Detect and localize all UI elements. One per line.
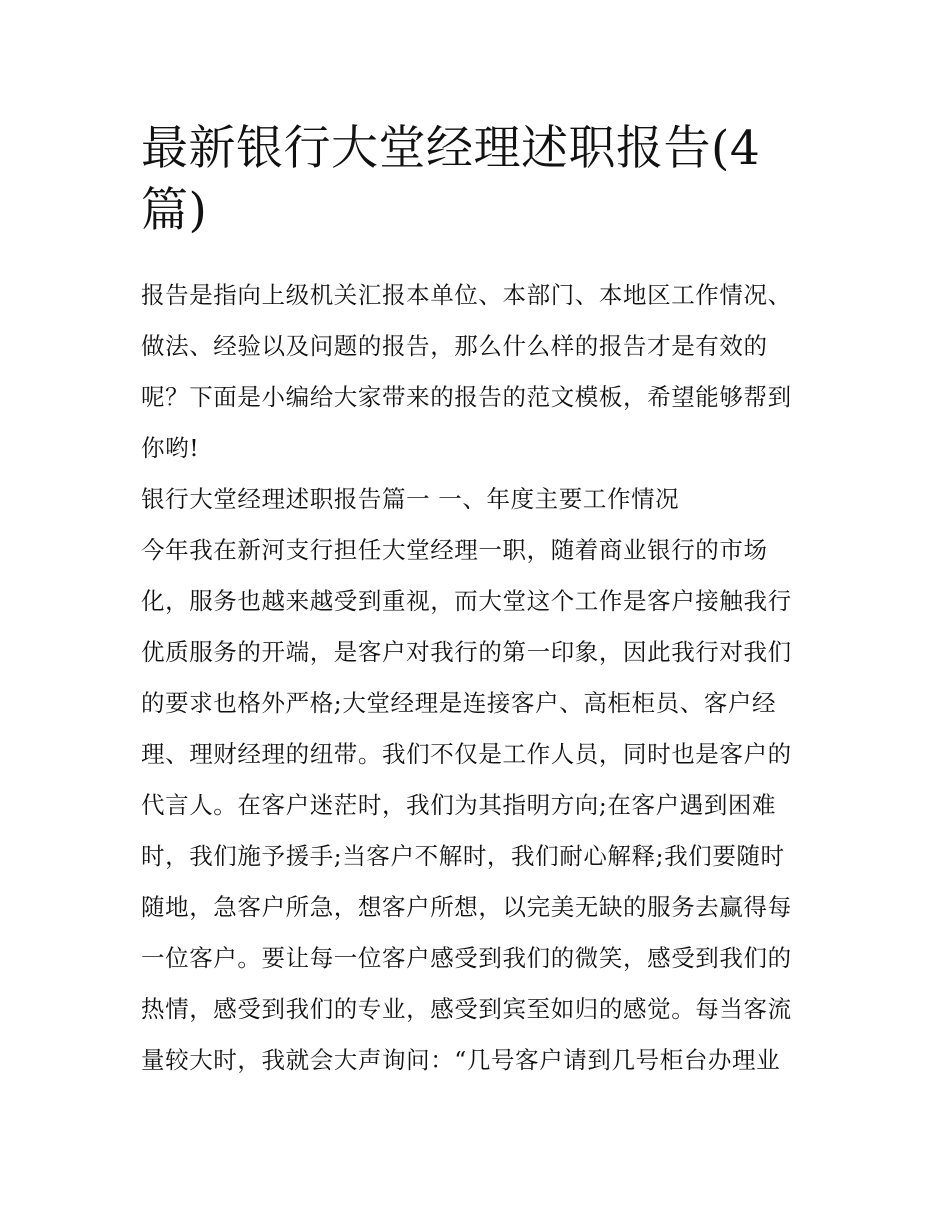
title-line-2: 篇) [141,183,208,238]
title-line-1: 最新银行大堂经理述职报告(4 [141,121,761,176]
section-heading: 银行大堂经理述职报告篇一 一、年度主要工作情况 [141,485,680,513]
paragraph-line: 今年我在新河支行担任大堂经理一职，随着商业银行的市场 [141,536,768,564]
paragraph-line: 的要求也格外严格;大堂经理是连接客户、高柜柜员、客户经 [141,689,777,717]
paragraph-line: 时，我们施予援手;当客户不解时，我们耐心解释;我们要随时 [141,842,785,870]
paragraph-line: 量较大时，我就会大声询问：“几号客户请到几号柜台办理业 [141,1046,781,1074]
paragraph-line: 一位客户。要让每一位客户感受到我们的微笑，感受到我们的 [141,944,792,972]
paragraph-line: 理、理财经理的纽带。我们不仅是工作人员，同时也是客户的 [141,740,792,768]
paragraph-line: 热情，感受到我们的专业，感受到宾至如归的感觉。每当客流 [141,995,792,1023]
paragraph-line: 化，服务也越来越受到重视，而大堂这个工作是客户接触我行 [141,587,792,615]
intro-line-4: 你哟! [141,434,200,462]
intro-line-1: 报告是指向上级机关汇报本单位、本部门、本地区工作情况、 [141,281,792,309]
paragraph-line: 优质服务的开端，是客户对我行的第一印象，因此我行对我们 [141,638,792,666]
paragraph-line: 代言人。在客户迷茫时，我们为其指明方向;在客户遇到困难 [141,791,777,819]
document-title [141,118,821,242]
intro-line-3: 呢？下面是小编给大家带来的报告的范文模板，希望能够帮到 [141,383,792,411]
intro-line-2: 做法、经验以及问题的报告，那么什么样的报告才是有效的 [141,332,768,360]
document-page [141,118,821,1086]
document-body [141,270,821,1086]
paragraph-line: 随地，急客户所急，想客户所想，以完美无缺的服务去赢得每 [141,893,792,921]
